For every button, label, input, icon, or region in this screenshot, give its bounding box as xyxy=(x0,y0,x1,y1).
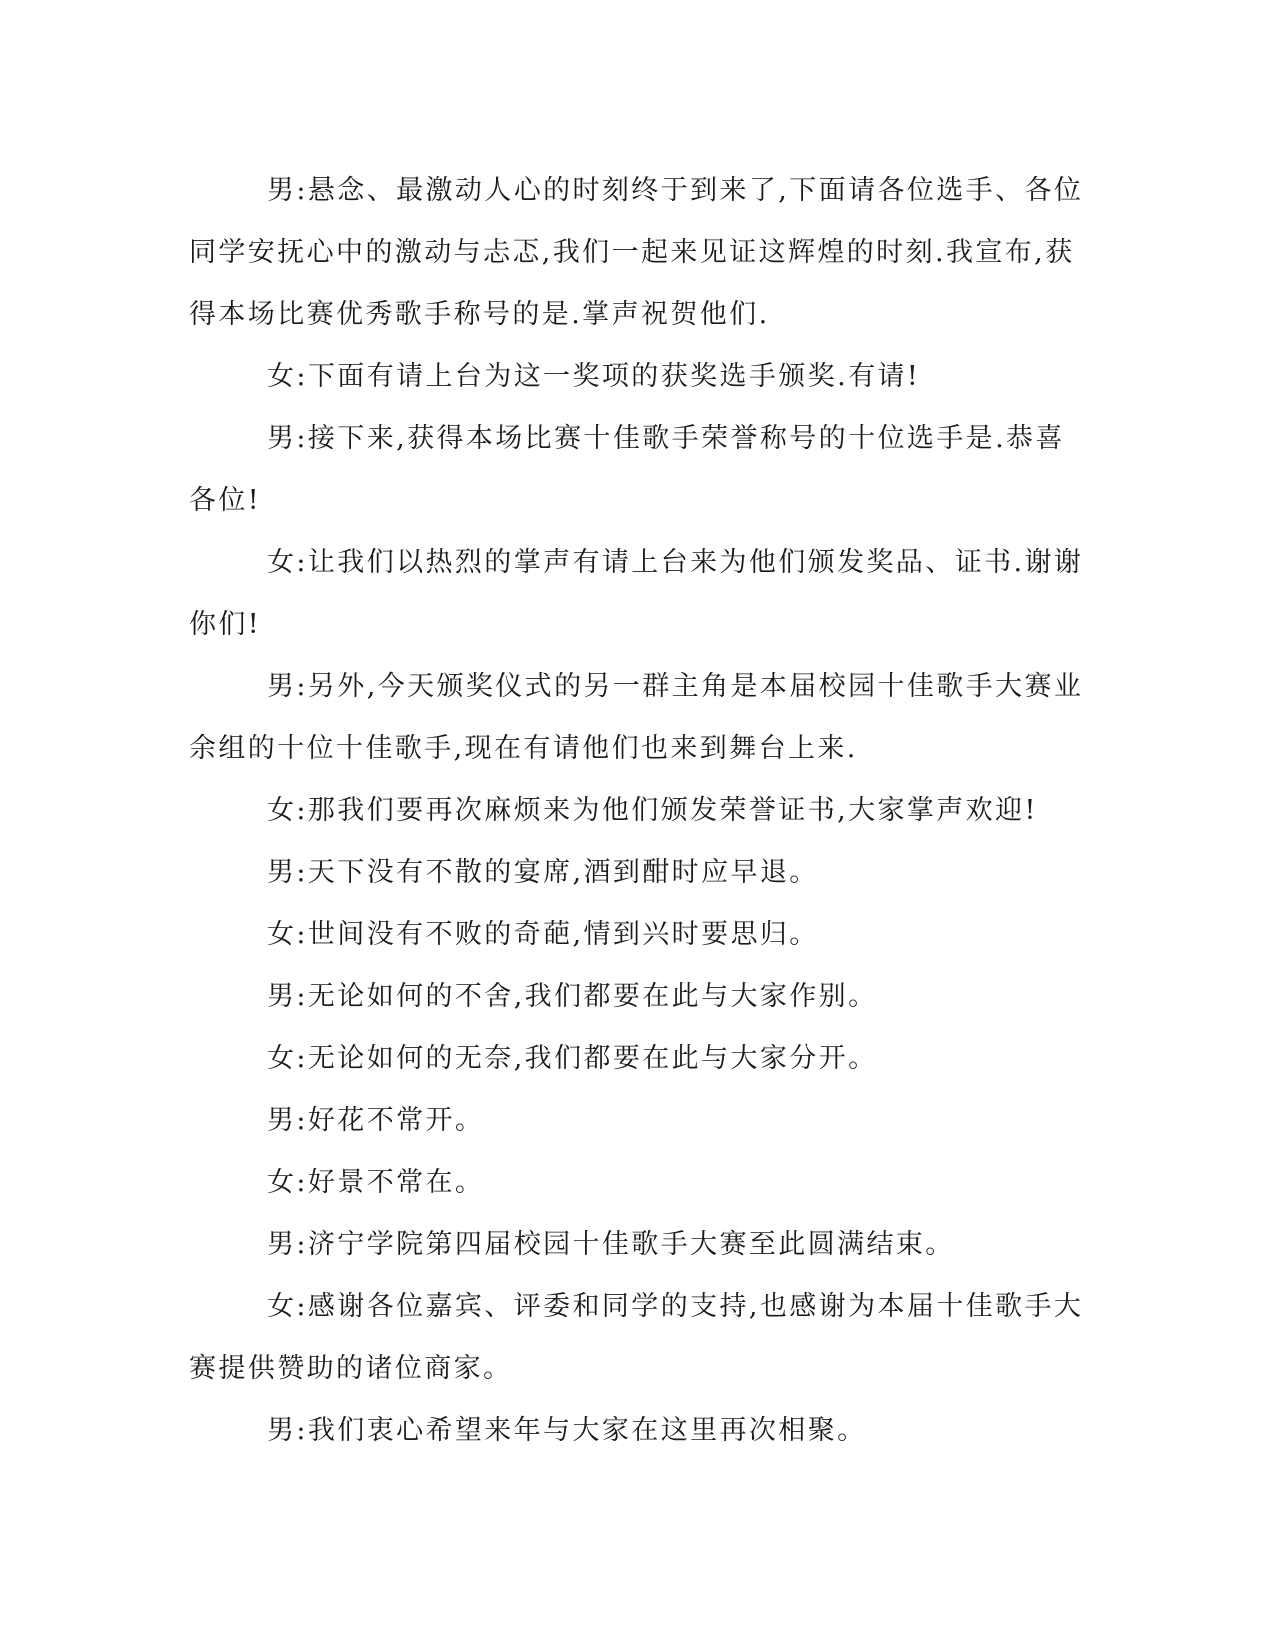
paragraph: 男:好花不常开。 xyxy=(267,1105,485,1136)
paragraph: 男:无论如何的不舍,我们都要在此与大家作别。 xyxy=(267,981,878,1012)
paragraph: 男:接下来,获得本场比赛十佳歌手荣誉称号的十位选手是.恭喜各位! xyxy=(189,423,1065,516)
paragraph: 男:天下没有不散的宴席,酒到酣时应早退。 xyxy=(267,857,819,888)
paragraph: 女:下面有请上台为这一奖项的获奖选手颁奖.有请! xyxy=(267,361,921,392)
paragraph: 女:那我们要再次麻烦来为他们颁发荣誉证书,大家掌声欢迎! xyxy=(267,795,1038,826)
document-body xyxy=(189,160,1084,1462)
paragraph: 男:悬念、最激动人心的时刻终于到来了,下面请各位选手、各位同学安抚心中的激动与忐忑,我们一起来见证这辉煌的时刻.我宣布,获得本场比赛优秀歌手称号的是.掌声祝贺他们. xyxy=(189,175,1084,330)
paragraph: 男:另外,今天颁奖仪式的另一群主角是本届校园十佳歌手大赛业余组的十位十佳歌手,现在有请他们也来到舞台上来. xyxy=(189,671,1084,764)
paragraph: 女:无论如何的无奈,我们都要在此与大家分开。 xyxy=(267,1043,878,1074)
paragraph: 女:让我们以热烈的掌声有请上台来为他们颁发奖品、证书.谢谢你们! xyxy=(189,547,1084,640)
paragraph: 女:世间没有不败的奇葩,情到兴时要思归。 xyxy=(267,919,819,950)
paragraph: 男:济宁学院第四届校园十佳歌手大赛至此圆满结束。 xyxy=(267,1229,955,1260)
paragraph: 女:感谢各位嘉宾、评委和同学的支持,也感谢为本届十佳歌手大赛提供赞助的诸位商家。 xyxy=(189,1291,1084,1384)
paragraph: 男:我们衷心希望来年与大家在这里再次相聚。 xyxy=(267,1415,867,1446)
paragraph: 女:好景不常在。 xyxy=(267,1167,485,1198)
